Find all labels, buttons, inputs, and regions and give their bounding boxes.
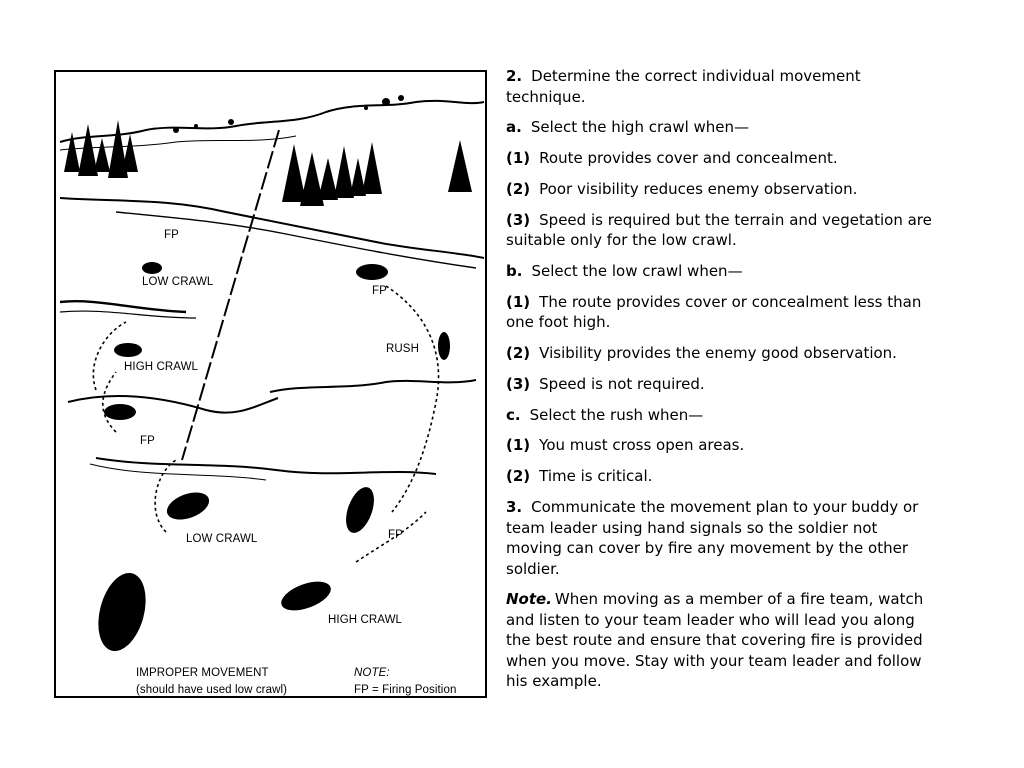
label-improper-movement-sub: (should have used low crawl) (136, 684, 288, 696)
tree-right (448, 140, 472, 192)
step-number: 3. (506, 498, 523, 517)
step-a (506, 117, 936, 138)
label-rush: RUSH (386, 343, 419, 355)
illustration-svg (56, 72, 485, 696)
label-fp-3: FP (140, 435, 155, 447)
step-text: You must cross open areas. (539, 436, 745, 455)
step-text: Determine the correct individual movement technique. (506, 67, 861, 106)
label-low-crawl-1: LOW CRAWL (142, 276, 214, 288)
note-label: Note. (506, 590, 552, 609)
step-a1 (506, 148, 936, 169)
step-text: Select the rush when— (529, 405, 704, 424)
soldier-figure (90, 262, 450, 656)
instruction-text (506, 66, 936, 702)
step-text: Speed is not required. (539, 374, 705, 393)
label-improper-movement: IMPROPER MOVEMENT (136, 667, 269, 679)
label-high-crawl-2: HIGH CRAWL (328, 614, 403, 626)
step-number: 2. (506, 67, 523, 85)
step-b3 (506, 374, 936, 395)
step-number: a. (506, 118, 522, 137)
step-number: (2) (506, 467, 531, 486)
step-text: Speed is required but the terrain and vegetation are suitable only for the low crawl. (506, 210, 932, 250)
step-2 (506, 66, 936, 107)
rush-path (93, 286, 438, 562)
step-text: Time is critical. (539, 467, 653, 486)
step-number: (1) (506, 436, 531, 455)
label-fp-1: FP (164, 229, 179, 241)
step-b2 (506, 343, 936, 364)
step-number: (2) (506, 179, 531, 198)
step-a3 (506, 210, 936, 251)
step-number: c. (506, 405, 521, 424)
step-3 (506, 497, 936, 579)
step-number: (1) (506, 292, 531, 311)
step-number: (1) (506, 149, 531, 168)
step-b1 (506, 292, 936, 333)
step-number: (3) (506, 210, 531, 229)
line-of-sight (182, 130, 279, 460)
step-c (506, 405, 936, 426)
note-text: When moving as a member of a fire team, watch and listen to your team leader who will lead you along the best route and ensure that covering fire is provided when you move. Stay with your team leader and follow his example. (506, 590, 924, 691)
horizon-ridge (60, 101, 484, 150)
step-number: (2) (506, 344, 531, 363)
label-fp-2: FP (372, 285, 387, 297)
tree-line-center (282, 142, 382, 206)
label-note-text: FP = Firing Position (354, 684, 457, 696)
step-number: (3) (506, 374, 531, 393)
step-text: Poor visibility reduces enemy observation. (539, 179, 858, 198)
step-text: Route provides cover and concealment. (539, 149, 838, 168)
label-low-crawl-2: LOW CRAWL (186, 533, 258, 545)
tree-line-left (64, 120, 138, 178)
step-b (506, 261, 936, 282)
step-number: b. (506, 261, 523, 280)
step-text: Visibility provides the enemy good observation. (539, 344, 897, 363)
step-a2 (506, 179, 936, 200)
step-c2 (506, 466, 936, 487)
terrain-lines (60, 198, 484, 480)
step-text: The route provides cover or concealment less than one foot high. (506, 292, 922, 332)
movement-techniques-illustration (54, 70, 487, 698)
step-text: Select the low crawl when— (531, 261, 743, 280)
step-text: Select the high crawl when— (530, 118, 750, 137)
label-high-crawl-1: HIGH CRAWL (124, 361, 199, 373)
label-fp-4: FP (388, 529, 403, 541)
step-text: Communicate the movement plan to your buddy or team leader using hand signals so the soldier not moving can cover by fire any movement by the other soldier. (506, 498, 919, 578)
note (506, 589, 936, 692)
step-c1 (506, 435, 936, 456)
label-note-title: NOTE: (354, 667, 390, 679)
